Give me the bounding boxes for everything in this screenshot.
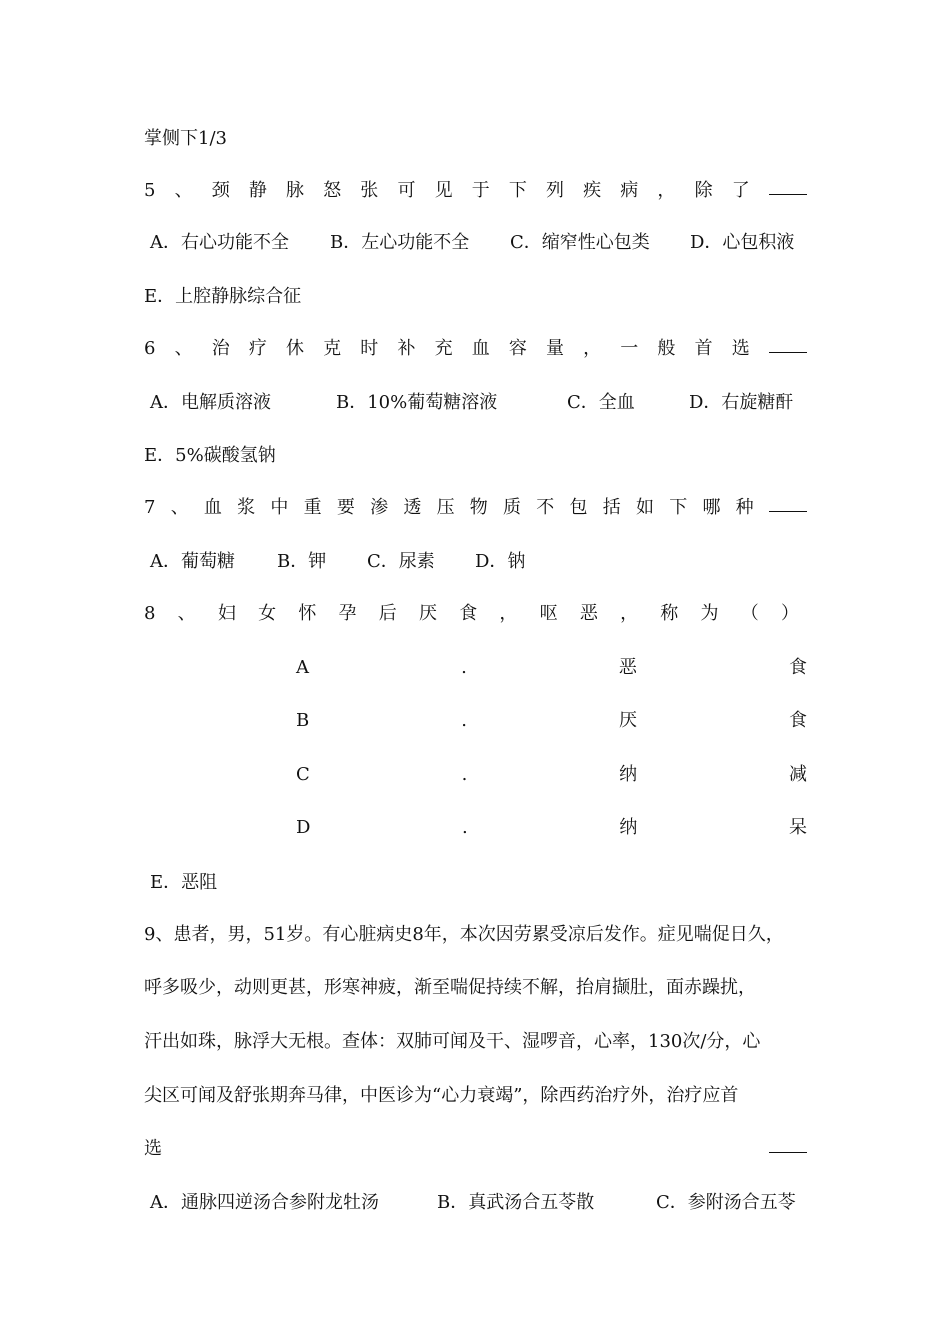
char: 括: [602, 497, 621, 518]
char: 7: [144, 497, 156, 518]
question-6-options: [150, 388, 810, 418]
option-letter: B: [296, 710, 310, 731]
char: 般: [657, 338, 676, 359]
char: 、: [170, 497, 189, 518]
option-d: D．钠: [475, 551, 526, 572]
char: 压: [436, 497, 455, 518]
option-b: B．真武汤合五苓散: [437, 1192, 595, 1213]
char: 选: [731, 338, 750, 359]
option-a: A．电解质溶液: [150, 392, 271, 413]
option-char: 食: [788, 657, 807, 678]
char: 质: [503, 497, 522, 518]
char: ，: [499, 603, 518, 624]
answer-blank: [769, 334, 807, 353]
char: 见: [434, 180, 453, 201]
option-dot: .: [462, 817, 468, 838]
char: （: [740, 603, 759, 624]
char: 休: [286, 338, 305, 359]
char: 怒: [323, 180, 342, 201]
char: 如: [635, 497, 654, 518]
option-row-a: [296, 653, 807, 683]
option-row-c: [296, 760, 807, 790]
char: 静: [248, 180, 267, 201]
option-b: B．钾: [277, 551, 327, 572]
question-9-line-1: 9、患者，男，51岁。有心脏病史8年，本次因劳累受凉后发作。症见喘促日久，: [144, 924, 784, 945]
question-9-line-2: 呼多吸少，动则更甚，形寒神疲，渐至喘促持续不解，抬肩撷肚，面赤躁扰，: [144, 977, 756, 998]
char: 容: [508, 338, 527, 359]
char: 首: [694, 338, 713, 359]
option-char: 食: [788, 710, 807, 731]
char: 时: [360, 338, 379, 359]
option-char: 厌: [618, 710, 637, 731]
char: 克: [323, 338, 342, 359]
char: 孕: [338, 603, 357, 624]
char: 、: [177, 603, 196, 624]
char: 包: [569, 497, 588, 518]
question-5-stem: [144, 176, 807, 206]
char: 血: [203, 497, 222, 518]
char: 女: [258, 603, 277, 624]
text-line: 掌侧下1/3: [144, 128, 227, 149]
char: 浆: [237, 497, 256, 518]
char: 称: [660, 603, 679, 624]
question-9-line-3: 汗出如珠，脉浮大无根。查体：双肺可闻及干、湿啰音，心率，130次/分，心: [144, 1031, 761, 1052]
char: 颈: [211, 180, 230, 201]
char: 充: [434, 338, 453, 359]
char: 列: [546, 180, 564, 201]
option-c: C．缩窄性心包类: [510, 232, 650, 253]
char: 不: [536, 497, 555, 518]
question-6-stem: [144, 334, 807, 364]
option-char: 减: [789, 764, 807, 785]
char: 血: [471, 338, 490, 359]
char: 种: [735, 497, 754, 518]
option-b: B．10%葡萄糖溶液: [336, 392, 498, 413]
answer-blank: [769, 176, 807, 195]
option-row-d: [296, 813, 807, 843]
char: 疾: [583, 180, 602, 201]
option-e: E．恶阻: [150, 872, 218, 893]
option-b: B．左心功能不全: [330, 232, 470, 253]
char: 呕: [539, 603, 558, 624]
char: 恶: [579, 603, 598, 624]
option-letter: C: [296, 764, 310, 785]
option-c: C．全血: [567, 392, 635, 413]
char: 渗: [370, 497, 389, 518]
option-c: C．参附汤合五苓: [656, 1192, 796, 1213]
option-char: 纳: [619, 764, 638, 785]
char: 怀: [298, 603, 317, 624]
char: 透: [403, 497, 422, 518]
char: 除: [694, 180, 713, 201]
option-c: C．尿素: [367, 551, 435, 572]
option-char: 呆: [789, 817, 807, 838]
option-row-b: [296, 706, 807, 736]
char: 物: [469, 497, 488, 518]
char: 重: [303, 497, 322, 518]
option-a: A．通脉四逆汤合参附龙牡汤: [150, 1192, 379, 1213]
char: 厌: [418, 603, 437, 624]
char: 病: [620, 180, 639, 201]
char: 哪: [702, 497, 721, 518]
char: ，: [620, 603, 639, 624]
option-letter: D: [296, 817, 311, 838]
answer-blank: [769, 1134, 807, 1153]
text: 选: [144, 1138, 162, 1159]
char: 于: [471, 180, 490, 201]
char: 补: [397, 338, 416, 359]
question-7-stem: [144, 493, 807, 523]
question-7-options: [150, 547, 810, 577]
question-9-options: [150, 1188, 810, 1218]
option-letter: A: [296, 657, 309, 678]
char: ）: [780, 603, 799, 624]
char: 6: [144, 338, 156, 359]
question-9-line-5: [144, 1134, 807, 1164]
char: 、: [174, 338, 193, 359]
char: 脉: [286, 180, 305, 201]
char: 量: [546, 338, 564, 359]
char: 妇: [217, 603, 236, 624]
char: 食: [459, 603, 478, 624]
option-dot: .: [461, 657, 467, 678]
option-dot: .: [461, 710, 467, 731]
question-9-line-4: 尖区可闻及舒张期奔马律，中医诊为“心力衰竭”，除西药治疗外，治疗应首: [144, 1085, 739, 1106]
char: 为: [700, 603, 719, 624]
option-char: 纳: [619, 817, 638, 838]
char: ，: [657, 180, 676, 201]
char: 治: [211, 338, 230, 359]
char: 8: [144, 603, 156, 624]
char: 后: [378, 603, 397, 624]
option-a: A．葡萄糖: [150, 551, 235, 572]
option-dot: .: [461, 764, 468, 785]
question-5-options: [150, 228, 810, 258]
char: 中: [270, 497, 289, 518]
char: 下: [669, 497, 688, 518]
char: 张: [360, 180, 379, 201]
option-d: D．心包积液: [690, 232, 795, 253]
char: 了: [731, 180, 750, 201]
option-a: A．右心功能不全: [150, 232, 289, 253]
char: 一: [620, 338, 639, 359]
option-d: D．右旋糖酐: [689, 392, 794, 413]
answer-blank: [769, 493, 807, 512]
char: 疗: [248, 338, 267, 359]
char: 可: [397, 180, 416, 201]
option-char: 恶: [618, 657, 637, 678]
char: 要: [336, 497, 355, 518]
char: 下: [508, 180, 527, 201]
char: ，: [583, 338, 602, 359]
option-e: E．5%碳酸氢钠: [144, 445, 276, 466]
question-8-stem: [144, 599, 799, 629]
char: 5: [144, 180, 156, 201]
option-e: E．上腔静脉综合征: [144, 286, 302, 307]
char: 、: [174, 180, 193, 201]
